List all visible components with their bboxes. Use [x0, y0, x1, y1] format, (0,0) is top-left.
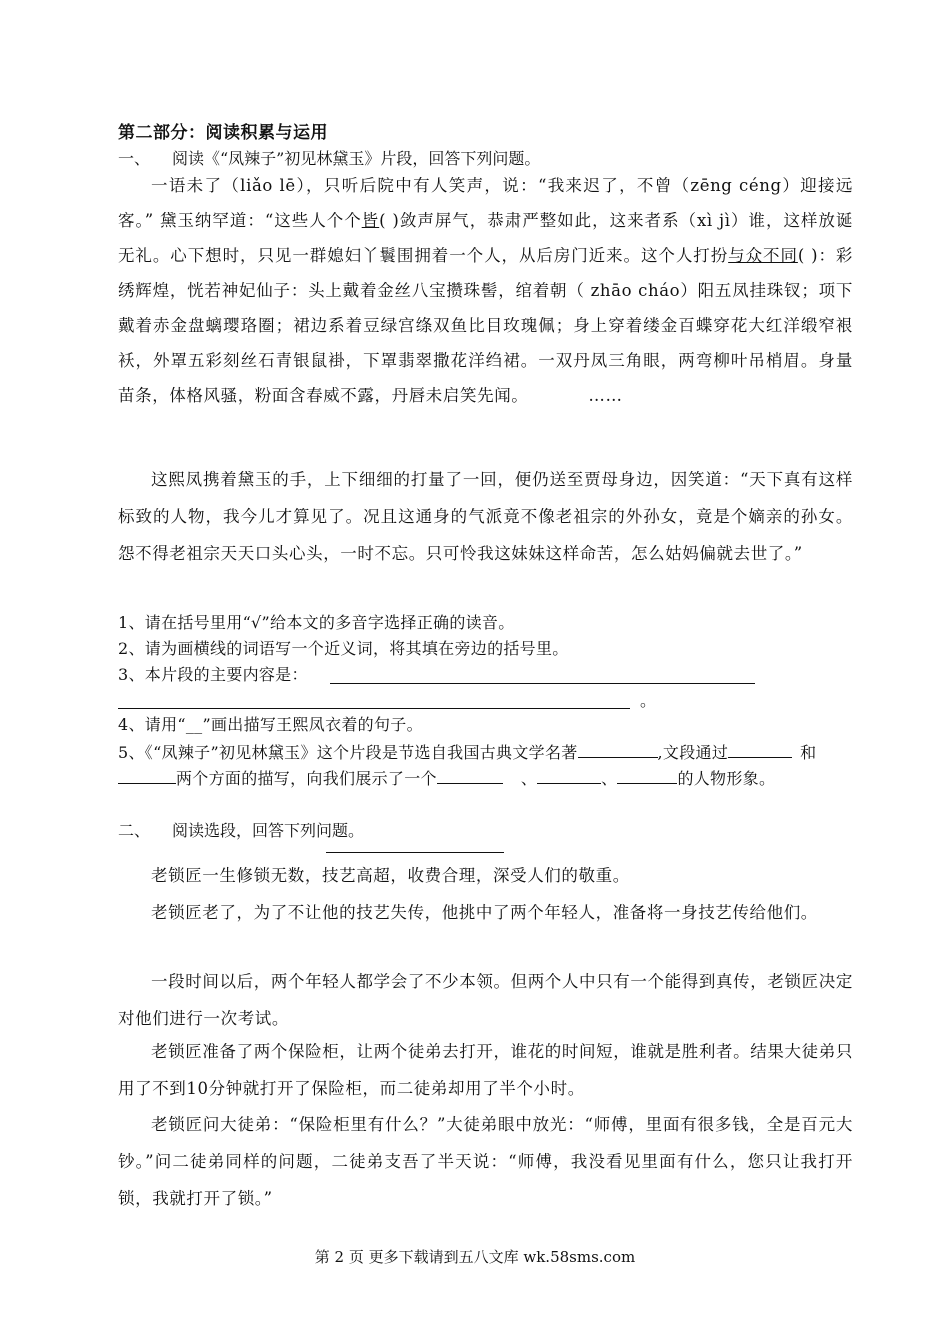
q5-blank-trait3[interactable]: [617, 769, 677, 784]
question-4: [118, 714, 858, 736]
passage1-paragraph1: [118, 168, 853, 413]
question-1: 1、请在括号里用“√”给本文的多音字选择正确的读音。: [118, 613, 515, 632]
part1-title: 阅读《“凤辣子”初见林黛玉》片段，回答下列问题。: [172, 149, 541, 168]
q5-blank-aspect1[interactable]: [728, 743, 792, 758]
question-2: 2、请为画横线的词语写一个近义词，将其填在旁边的括号里。: [118, 639, 569, 658]
passage2-paragraph3: 一段时间以后，两个年轻人都学会了不少本领。但两个人中只有一个能得到真传，老锁匠决定对他们进行一次考试。: [118, 972, 853, 1028]
underlined-word-jie: 皆: [361, 211, 380, 230]
q3-end-mark: 。: [640, 691, 657, 710]
q4-text-b: ”画出描写王熙凤衣着的句子。: [202, 715, 423, 734]
q5-text-d: 两个方面的描写，向我们展示了一个: [176, 769, 437, 788]
q5-text-a: 5、《“凤辣子”初见林黛玉》这个片段是节选自我国古典文学名著: [118, 743, 578, 762]
passage1-paragraph2: 这熙凤携着黛玉的手，上下细细的打量了一回，便仍送至贾母身边，因笑道：“天下真有这样标致的人物，我今儿才算见了。况且这通身的气派竟不像老祖宗的外孙女，竟是个嫡亲的孙女。怨不得老祖宗天天口头心头，一时不忘。只可怜我这妹妹这样命苦，怎么姑妈偏就去世了。”: [118, 470, 853, 563]
q5-text-c: 和: [800, 743, 817, 762]
question-3-text: 3、本片段的主要内容是：: [118, 665, 308, 684]
q5-text-e: 、: [520, 769, 538, 788]
p1-text-b: ( )敛声屏气，恭肃严整如此，这来者系（xì jì）谁，这样放诞无礼。心下想时，只见一群媳妇丫鬟围拥着一个人，从后房门近来。这个人打扮: [118, 211, 853, 265]
part2-heading: [118, 818, 364, 841]
underlined-word-yuzhongbutong: 与众不同: [728, 246, 798, 265]
q5-text-f: 、: [601, 769, 618, 788]
q5-text-g: 的人物形象。: [677, 769, 776, 788]
p1-text-c: ( )：彩绣辉煌，恍若神妃仙子：头上戴着金丝八宝攒珠髻，绾着朝（ zhāo cháo）阳五凤挂珠钗；项下戴着赤金盘螭璎珞圈；裙边系着豆绿宫绦双鱼比目玫瑰佩；身上穿着缕金百蝶穿花大红洋缎窄裉袄，外罩五彩刻丝石青银鼠褂，下罩翡翠撒花洋绉裙。一双丹凤三角眼，两弯柳叶吊梢眉。身量苗条，体格风骚，粉面含春威不露，丹唇未启笑先闻。: [118, 246, 853, 405]
passage2-paragraph1: 老锁匠一生修锁无数，技艺高超，收费合理，深受人们的敬重。: [151, 866, 630, 885]
ellipsis: ……: [588, 386, 623, 405]
q4-underline-mark: __: [185, 715, 203, 734]
passage2-paragraph5: 老锁匠问大徒弟：“保险柜里有什么？”大徒弟眼中放光：“师傅，里面有很多钱，全是百元大钞。”问二徒弟同样的问题，二徒弟支吾了半天说：“师傅，我没看见里面有什么，您只让我打开锁，我就打开了锁。”: [118, 1115, 853, 1208]
q5-blank-trait2[interactable]: [537, 769, 601, 784]
p1-text-a: 一语未了（liǎo lē），只听后院中有人笑声，说：“我来迟了，不曾（zēng céng）迎接远客。” 黛玉纳罕道：“这些人个个: [118, 176, 853, 230]
answer-line-q3-1[interactable]: [330, 683, 755, 684]
section-title: 第二部分：阅读积累与运用: [118, 123, 328, 143]
page-footer: 第 2 页 更多下载请到五八文库 wk.58sms.com: [314, 1248, 636, 1266]
q5-blank-trait1[interactable]: [437, 769, 503, 784]
part1-number: 一、: [118, 149, 151, 168]
q5-text-b: ,文段通过: [657, 743, 729, 762]
passage2-paragraph2: 老锁匠老了，为了不让他的技艺失传，他挑中了两个年轻人，准备将一身技艺传给他们。: [151, 903, 818, 922]
part1-heading: [118, 146, 540, 169]
q4-text-a: 4、请用“: [118, 715, 186, 734]
part2-number: 二、: [118, 821, 151, 840]
q5-blank-aspect2[interactable]: [118, 769, 176, 784]
answer-line-q3-2[interactable]: [118, 708, 630, 709]
question-5: [118, 740, 858, 792]
q5-blank-book[interactable]: [578, 743, 658, 758]
title-blank-line[interactable]: [326, 852, 504, 853]
part2-title: 阅读选段，回答下列问题。: [172, 821, 365, 840]
passage2-paragraph4: 老锁匠准备了两个保险柜，让两个徒弟去打开，谁花的时间短，谁就是胜利者。结果大徒弟只用了不到10分钟就打开了保险柜，而二徒弟却用了半个小时。: [118, 1042, 853, 1098]
